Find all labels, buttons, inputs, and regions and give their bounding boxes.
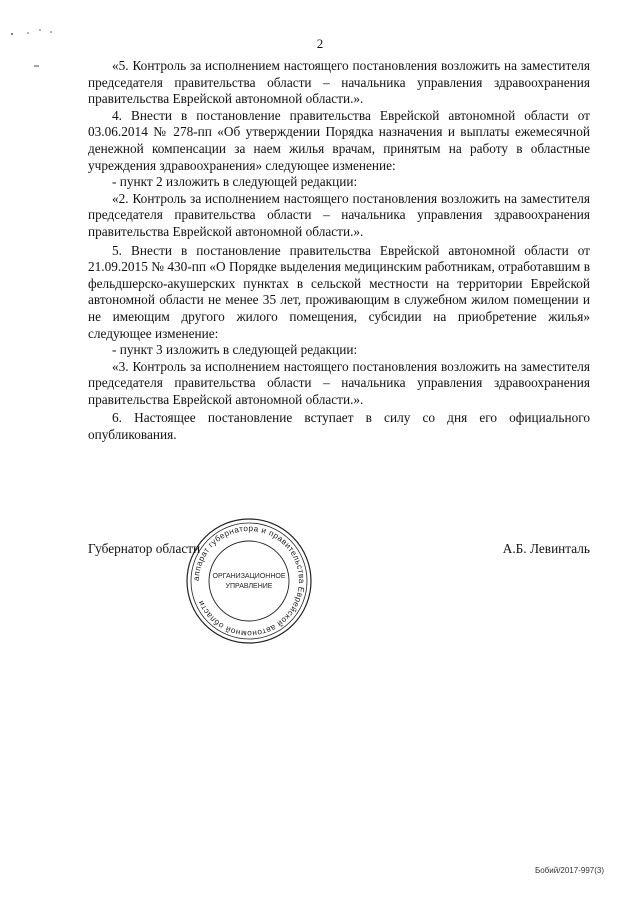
paragraph-quote-point-2: «2. Контроль за исполнением настоящего постановления возложить на заместителя председателя правительства области – начальника управления здравоохранения правительства Еврейской автономной области.». — [88, 190, 590, 239]
paragraph-item-4: 4. Внести в постановление правительства Еврейской автономной области от 03.06.2014 № 278-пп «Об утверждении Порядка назначения и выплаты ежемесячной денежной компенсации за наем жилья врачам, принятым на работу в областные учреждения здравоохранения» следующее изменение: — [88, 107, 590, 173]
page-number: 2 — [316, 36, 324, 51]
paragraph-subpoint-3: - пункт 3 изложить в следующей редакции: — [112, 342, 358, 358]
paragraph-item-6: 6. Настоящее постановление вступает в силу со дня его официального опубликования. — [88, 410, 590, 443]
paragraph-item-5: 5. Внести в постановление правительства Еврейской автономной области от 21.09.2015 № 430-пп «О Порядке выделения медицинским работникам, отработавшим в фельдшерско-акушерских пунктах в сельской местности на территории Еврейской автономной области не менее 35 лет, проживающим в служебном жилом помещении и не имеющим другого жилого помещения, субсидии на приобретение жилья» следующее изменение: — [88, 242, 590, 341]
stamp-center-line2: УПРАВЛЕНИЕ — [225, 583, 273, 590]
official-stamp — [178, 515, 320, 647]
stamp-center-line1: ОРГАНИЗАЦИОННОЕ — [212, 573, 286, 580]
paragraph-quote-point-3: «3. Контроль за исполнением настоящего постановления возложить на заместителя председателя правительства области – начальника управления здравоохранения правительства Еврейской автономной области.». — [88, 358, 590, 407]
paragraph-subpoint-2: - пункт 2 изложить в следующей редакции: — [112, 174, 358, 190]
document-code: Бобий/2017-997(3) — [534, 866, 604, 875]
scan-specks — [6, 24, 66, 74]
document-body — [88, 58, 590, 444]
paragraph-quote-point-5: «5. Контроль за исполнением настоящего постановления возложить на заместителя председателя правительства области – начальника управления здравоохранения правительства Еврейской автономной области.». — [88, 58, 590, 107]
signatory-name: А.Б. Левинталь — [502, 541, 590, 556]
stamp-ring-text: аппарат губернатора и правительства Еврейской автономной области — [191, 523, 307, 639]
signatory-title: Губернатор области — [88, 541, 201, 556]
